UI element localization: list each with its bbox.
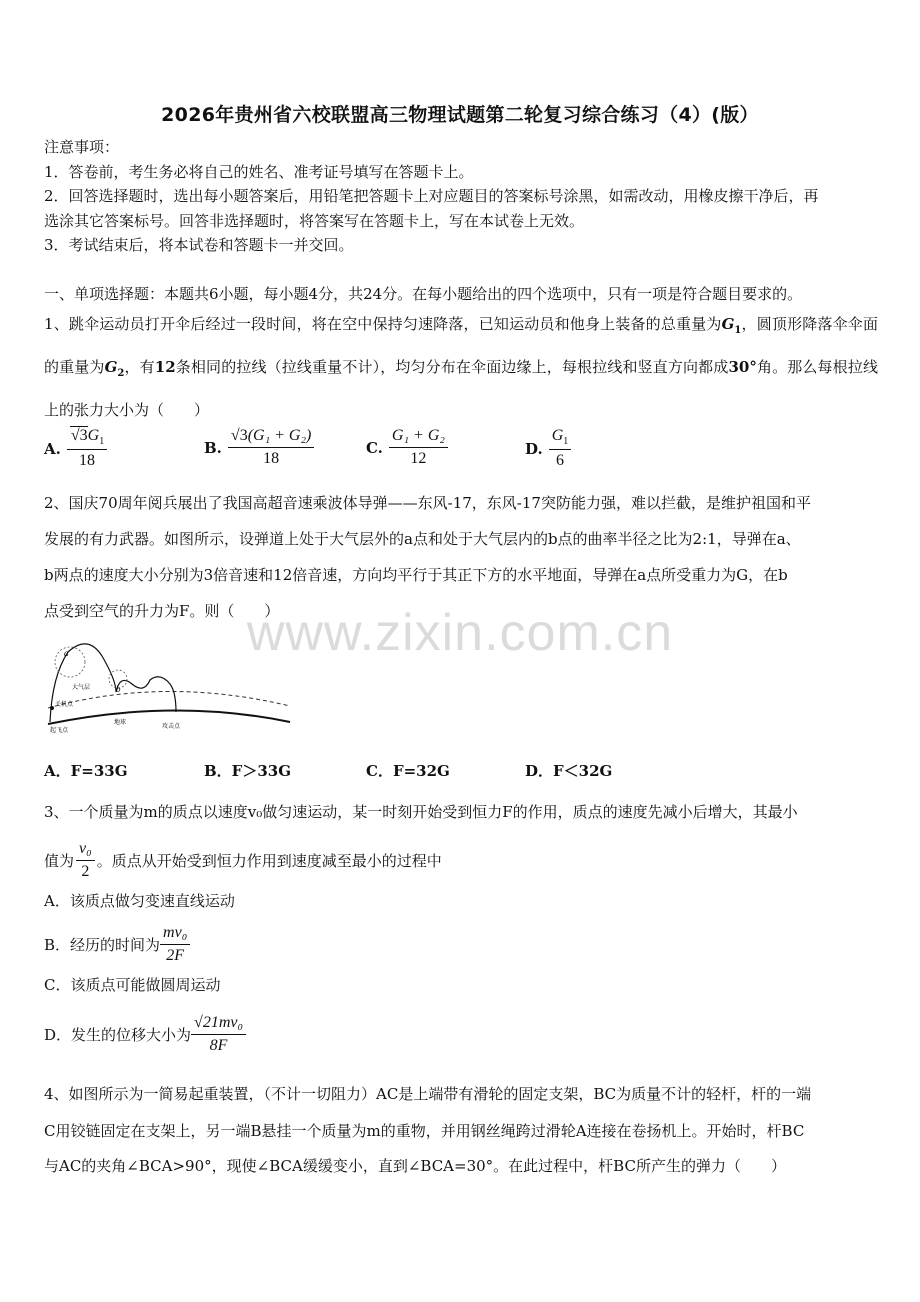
question-1-text: 1、跳伞运动员打开伞后经过一段时间，将在空中保持匀速降落，已知运动员和他身上装备的总重量为$G_1$，圆顶形降落伞伞面的重量为$G_2$，有12条相同的拉线（拉线重量不计），均匀分布在伞面边缘上，每根拉线和竖直方向都成30°角。那么每根拉线上的张力大小为（ ） (44, 315, 878, 419)
question-4-line: C用铰链固定在支架上，另一端B悬挂一个质量为m的重物，并用钢丝绳跨过滑轮A连接在卷扬机上。开始时，杆BC (44, 1122, 805, 1140)
fraction: $\frac{\text{mv₀}}{2F}$ (160, 924, 190, 965)
q1-option-d[interactable]: D. $\frac{G_1}{6}$ (525, 427, 571, 470)
q1-option-a[interactable]: A. $\frac{√3G_1}{18}$ (44, 427, 107, 470)
notes-item: 3．考试结束后，将本试卷和答题卡一并交回。 (44, 236, 354, 254)
q1-text-a: 1、跳伞运动员打开伞后经过一段时间，将在空中保持匀速降落，已知运动员和他身上装备的总重量为 (44, 315, 722, 333)
q2-option-c[interactable]: C．F=32G (366, 762, 450, 780)
q3-option-a[interactable]: A．该质点做匀变速直线运动 (44, 892, 235, 910)
label-target: 攻击点 (162, 723, 181, 730)
q3-option-b[interactable]: B．经历的时间为 $\frac{\text{mv₀}}{2F}$ (44, 924, 190, 965)
label-atmosphere: 大气层 (72, 684, 91, 691)
fraction: $\frac{√3G_1}{18}$ (67, 427, 107, 470)
question-4-line: 与AC的夹角∠BCA>90°，现使∠BCA缓缓变小，直到∠BCA=30°。在此过程中，杆BC所产生的弹力（ ） (44, 1157, 786, 1175)
question-3-line2: 值为 $\frac{\text{v₀}}{2}$ 。质点从开始受到恒力作用到速度减至最小的过程中 (44, 840, 442, 880)
q1-option-b[interactable]: B. $\frac{\text{√3(G₁ + G₂)}}{18}$ (204, 427, 314, 468)
notes-item: 1．答卷前，考生务必将自己的姓名、准考证号填写在答题卡上。 (44, 162, 474, 181)
q3-option-d[interactable]: D．发生的位移大小为 $\frac{\text{√21mv₀}}{8F}$ (44, 1014, 246, 1055)
question-2-line: 发展的有力武器。如图所示，设弹道上处于大气层外的a点和处于大气层内的b点的曲率半径之比为2:1，导弹在a、 (44, 530, 801, 548)
curvature-circle-a (55, 647, 85, 677)
watermark: www.zixin.com.cn (246, 604, 674, 662)
q1-option-c[interactable]: C. $\frac{\text{G₁ + G₂}}{12}$ (366, 427, 448, 468)
notes-heading: 注意事项： (44, 138, 120, 156)
fraction: $\frac{\text{√3(G₁ + G₂)}}{18}$ (228, 427, 314, 468)
label-takeoff: 起飞点 (50, 727, 69, 734)
q3-option-c[interactable]: C．该质点可能做圆周运动 (44, 976, 221, 994)
section-heading: 一、单项选择题：本题共6小题，每小题4分，共24分。在每小题给出的四个选项中，只有一项是符合题目要求的。 (44, 285, 803, 303)
shutdown-point-marker (50, 706, 54, 710)
notes-block (44, 135, 884, 258)
question-2-line: 点受到空气的升力为F。则（ ） (44, 602, 280, 620)
label-shutdown: 关机点 (55, 701, 74, 708)
question-3-line: 3、一个质量为m的质点以速度v₀做匀速运动，某一时刻开始受到恒力F的作用，质点的速度先减小后增大，其最小 (44, 803, 798, 821)
label-a: a (64, 648, 69, 658)
fraction: $\frac{\text{G₁ + G₂}}{12}$ (389, 427, 448, 468)
atmosphere-boundary (48, 691, 290, 708)
page-title: 2026年贵州省六校联盟高三物理试题第二轮复习综合练习（4）(版） (161, 104, 759, 126)
fraction: $\frac{G_1}{6}$ (549, 427, 572, 470)
notes-item: 选涂其它答案标号。回答非选择题时，将答案写在答题卡上，写在本试卷上无效。 (44, 211, 585, 230)
missile-trajectory-figure (44, 636, 294, 736)
question-2-line: 2、国庆70周年阅兵展出了我国高超音速乘波体导弹——东风-17，东风-17突防能力强，难以拦截，是维护祖国和平 (44, 494, 811, 512)
question-2-line: b两点的速度大小分别为3倍音速和12倍音速，方向均平行于其正下方的水平地面，导弹在a点所受重力为G，在b (44, 566, 788, 584)
fraction: $\frac{\text{v₀}}{2}$ (76, 840, 95, 881)
notes-item: 2．回答选择题时，选出每小题答案后，用铅笔把答题卡上对应题目的答案标号涂黑，如需改动，用橡皮擦干净后，再 (44, 187, 819, 205)
label-b: b (116, 684, 121, 694)
q2-option-b[interactable]: B．F＞33G (204, 762, 292, 780)
label-earth: 地球 (114, 719, 127, 726)
fraction: $\frac{\text{√21mv₀}}{8F}$ (191, 1014, 246, 1055)
q2-option-a[interactable]: A．F=33G (44, 762, 128, 780)
earth-surface (48, 710, 290, 724)
q2-option-d[interactable]: D．F＜32G (525, 762, 613, 780)
question-4-line: 4、如图所示为一简易起重装置，（不计一切阻力）AC是上端带有滑轮的固定支架，BC为质量不计的轻杆，杆的一端 (44, 1085, 812, 1103)
